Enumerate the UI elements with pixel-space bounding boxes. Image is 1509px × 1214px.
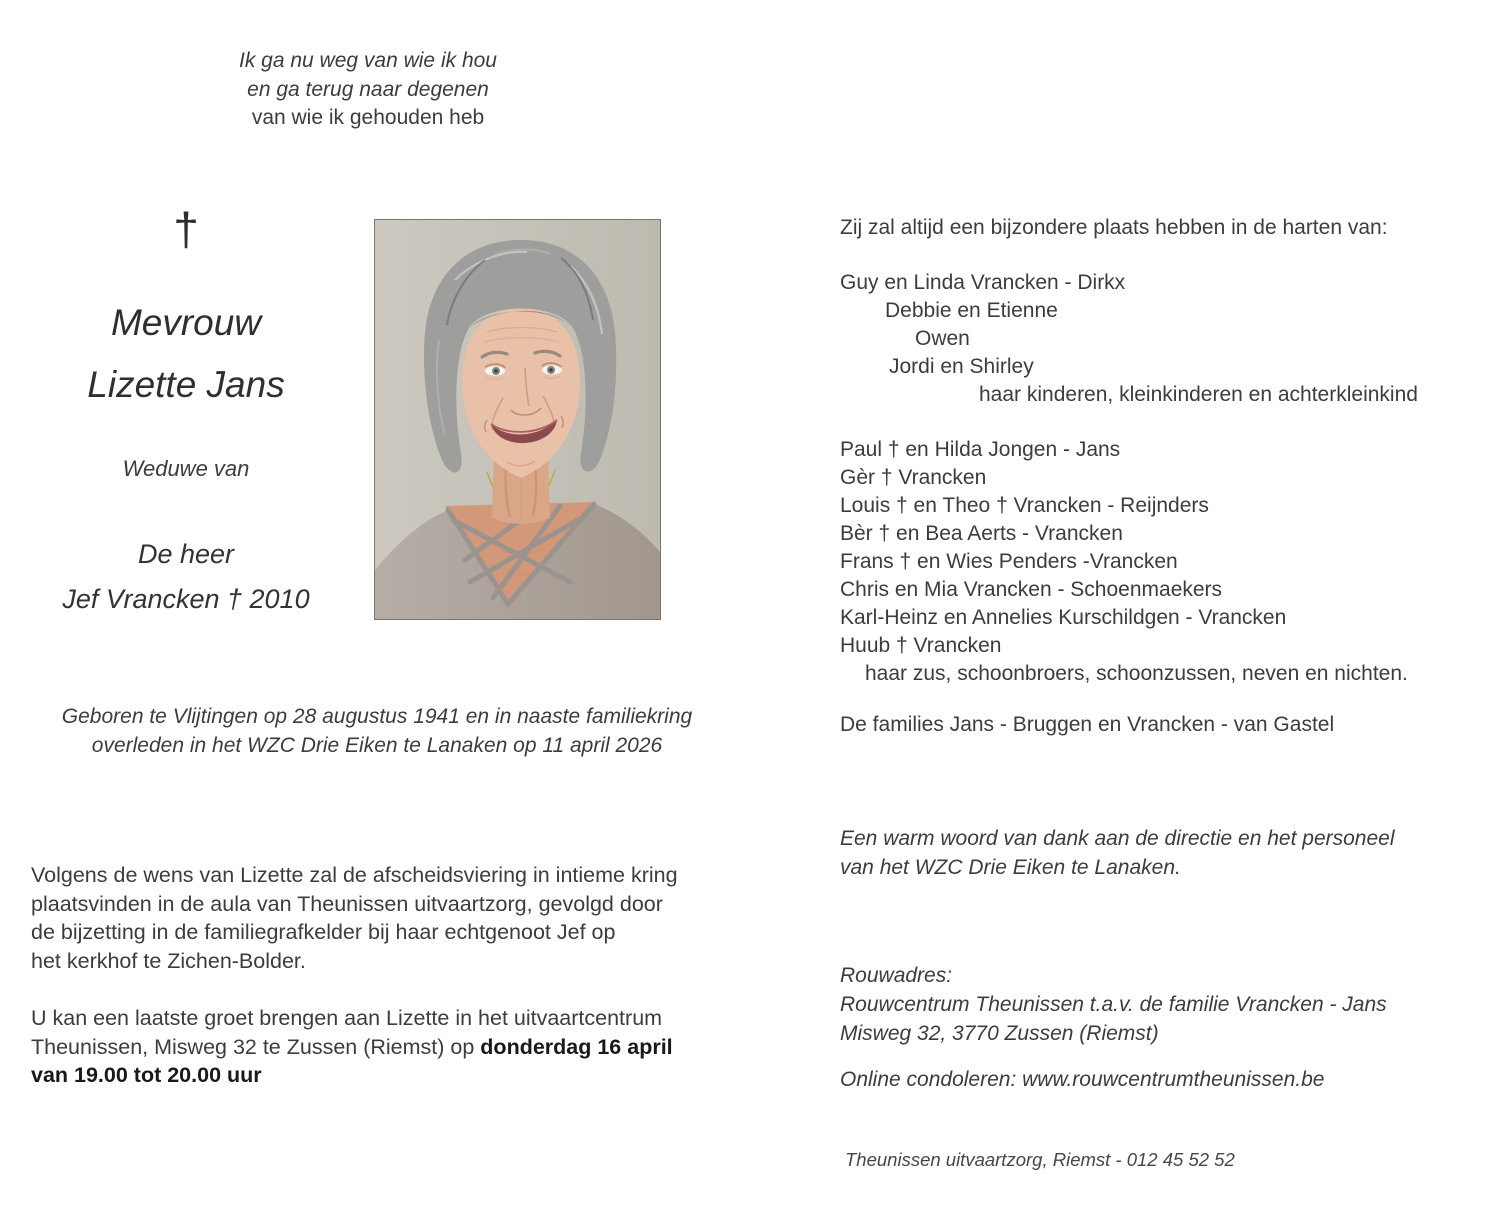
cross-icon: † bbox=[173, 203, 199, 255]
spouse-honorific: De heer bbox=[137, 539, 235, 569]
poem-line: van wie ik gehouden heb bbox=[251, 106, 485, 129]
family-line: Chris en Mia Vrancken - Schoenmaekers bbox=[840, 578, 1223, 601]
mourning-address-line: Misweg 32, 3770 Zussen (Riemst) bbox=[840, 1022, 1159, 1045]
born-died-block bbox=[0, 702, 754, 760]
funeral-home-footer: Theunissen uitvaartzorg, Riemst - 012 45 52 52 bbox=[845, 1149, 1235, 1170]
family-line: Owen bbox=[915, 327, 970, 350]
visitation-time: van 19.00 tot 20.00 uur bbox=[31, 1063, 262, 1087]
poem-line: en ga terug naar degenen bbox=[247, 77, 489, 101]
mourning-address-label: Rouwadres: bbox=[840, 964, 953, 987]
visitation-text: Theunissen, Misweg 32 te Zussen (Riemst) op bbox=[31, 1034, 481, 1059]
family-line: Debbie en Etienne bbox=[885, 299, 1058, 322]
visitation-line: U kan een laatste groet brengen aan Lizette in het uitvaartcentrum bbox=[31, 1006, 663, 1030]
visitation-line bbox=[31, 1033, 721, 1062]
service-line: het kerkhof te Zichen-Bolder. bbox=[31, 948, 306, 973]
thanks-line: van het WZC Drie Eiken te Lanaken. bbox=[840, 856, 1181, 879]
service-paragraph bbox=[31, 861, 721, 975]
died-line: overleden in het WZC Drie Eiken te Lanaken op 11 april 2026 bbox=[91, 734, 663, 757]
online-condolence-line: Online condoleren: www.rouwcentrumtheunissen.be bbox=[840, 1068, 1325, 1091]
poem-line: Ik ga nu weg van wie ik hou bbox=[239, 49, 497, 72]
relation-label: Weduwe van bbox=[122, 456, 250, 481]
family-line: Frans † en Wies Penders -Vrancken bbox=[840, 550, 1178, 573]
families-line: De families Jans - Bruggen en Vrancken - van Gastel bbox=[840, 713, 1335, 736]
thanks-line: Een warm woord van dank aan de directie en het personeel bbox=[840, 827, 1395, 850]
family-line: haar kinderen, kleinkinderen en achterkleinkind bbox=[979, 383, 1418, 406]
service-line: Volgens de wens van Lizette zal de afscheidsviering in intieme kring bbox=[31, 863, 678, 887]
mourning-address-line: Rouwcentrum Theunissen t.a.v. de familie Vrancken - Jans bbox=[840, 993, 1387, 1016]
thanks-block bbox=[840, 824, 1460, 882]
family-line: Karl-Heinz en Annelies Kurschildgen - Vrancken bbox=[840, 606, 1287, 629]
family-line: Jordi en Shirley bbox=[889, 355, 1034, 378]
service-line: plaatsvinden in de aula van Theunissen uitvaartzorg, gevolgd door bbox=[31, 891, 663, 916]
service-line: de bijzetting in de familiegrafkelder bij haar echtgenoot Jef op bbox=[31, 920, 616, 944]
mourning-address-block bbox=[840, 961, 1460, 1048]
family-line: haar zus, schoonbroers, schoonzussen, neven en nichten. bbox=[865, 662, 1408, 685]
portrait-photo bbox=[374, 219, 661, 620]
spouse-name: Jef Vrancken † 2010 bbox=[62, 584, 310, 614]
siblings-group bbox=[840, 436, 1500, 688]
family-line: Paul † en Hilda Jongen - Jans bbox=[840, 438, 1121, 461]
honorific-title: Mevrouw bbox=[110, 302, 262, 343]
visitation-date: donderdag 16 april bbox=[480, 1034, 673, 1059]
children-group bbox=[840, 269, 1480, 409]
opening-poem bbox=[168, 47, 568, 133]
family-line: Gèr † Vrancken bbox=[840, 466, 987, 489]
deceased-name: Lizette Jans bbox=[87, 364, 285, 405]
family-line: Louis † en Theo † Vrancken - Reijnders bbox=[840, 494, 1209, 517]
visitation-paragraph bbox=[31, 1004, 721, 1090]
family-line: Bèr † en Bea Aerts - Vrancken bbox=[840, 522, 1123, 545]
intro-line: Zij zal altijd een bijzondere plaats hebben in de harten van: bbox=[840, 216, 1388, 239]
born-line: Geboren te Vlijtingen op 28 augustus 1941 en in naaste familiekring bbox=[61, 705, 693, 728]
family-line: Guy en Linda Vrancken - Dirkx bbox=[840, 271, 1126, 294]
family-line: Huub † Vrancken bbox=[840, 634, 1002, 657]
